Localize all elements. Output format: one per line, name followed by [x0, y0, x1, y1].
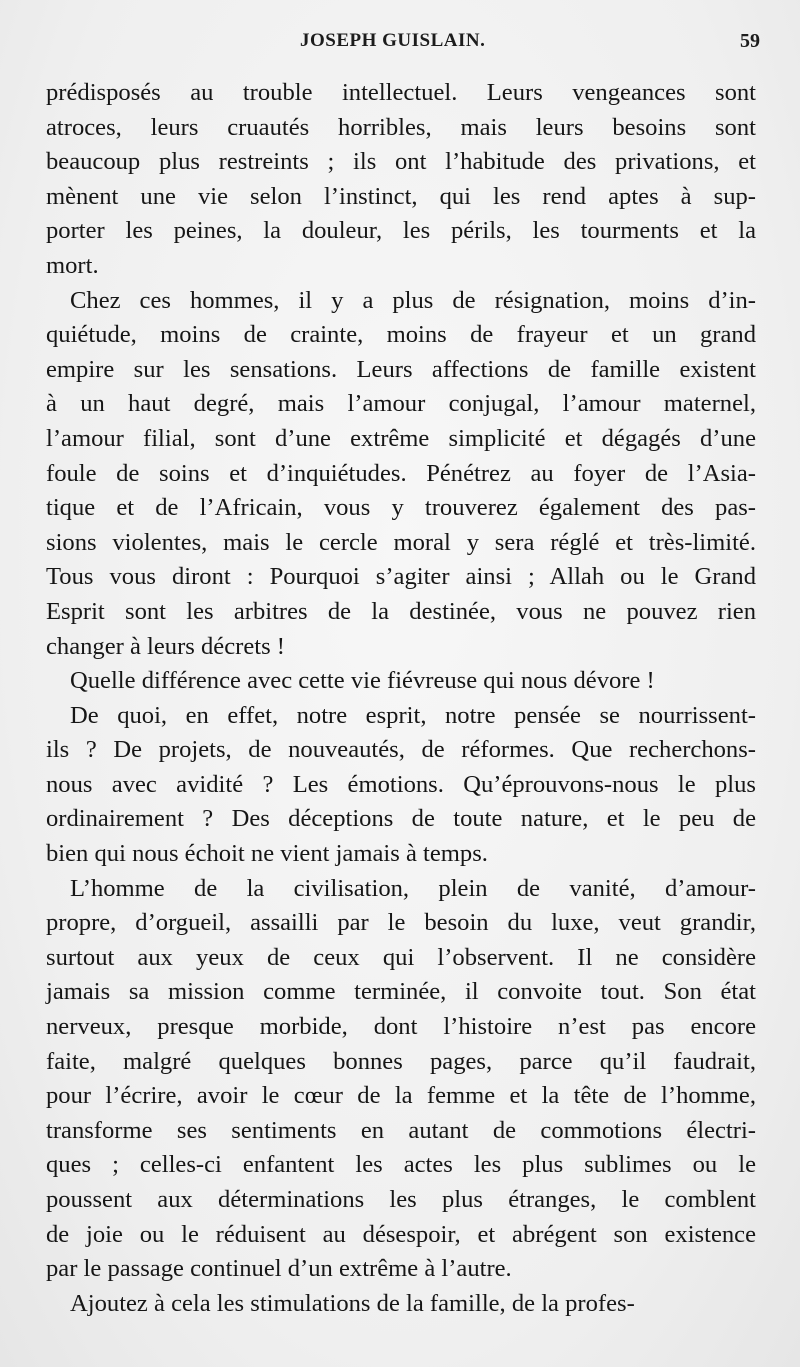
- page-header: [0, 30, 800, 60]
- text-line: surtout aux yeux de ceux qui l’observent. Il ne considère: [46, 943, 756, 971]
- body-text: [46, 76, 756, 1321]
- paragraph: [46, 1287, 756, 1322]
- paragraph: [46, 284, 756, 665]
- text-line: atroces, leurs cruautés horribles, mais leurs besoins sont: [46, 113, 756, 141]
- text-line: porter les peines, la douleur, les périls, les tourments et la: [46, 217, 756, 245]
- text-line: transforme ses sentiments en autant de commotions électri-: [46, 1116, 756, 1144]
- paragraph: [46, 76, 756, 284]
- text-line: bien qui nous échoit ne vient jamais à temps.: [46, 840, 488, 868]
- page-number: 59: [740, 30, 760, 52]
- text-line: à un haut degré, mais l’amour conjugal, l’amour maternel,: [46, 390, 756, 418]
- paragraph: [46, 664, 756, 699]
- text-line: propre, d’orgueil, assailli par le besoin du luxe, veut grandir,: [46, 909, 756, 937]
- text-line: prédisposés au trouble intellectuel. Leurs vengeances sont: [46, 79, 756, 106]
- text-line: quiétude, moins de crainte, moins de frayeur et un grand: [46, 321, 756, 349]
- text-line: foule de soins et d’inquiétudes. Pénétrez au foyer de l’Asia-: [46, 459, 756, 487]
- text-line: Esprit sont les arbitres de la destinée, vous ne pouvez rien: [46, 597, 756, 625]
- text-line: pour l’écrire, avoir le cœur de la femme et la tête de l’homme,: [46, 1082, 756, 1110]
- text-line: sions violentes, mais le cercle moral y sera réglé et très-limité.: [46, 528, 756, 556]
- text-line: Ajoutez à cela les stimulations de la famille, de la profes-: [70, 1289, 635, 1317]
- text-line: ordinairement ? Des déceptions de toute nature, et le peu de: [46, 805, 756, 833]
- text-line: L’homme de la civilisation, plein de vanité, d’amour-: [70, 874, 756, 902]
- text-line: mènent une vie selon l’instinct, qui les rend aptes à sup-: [46, 182, 756, 210]
- text-line: nerveux, presque morbide, dont l’histoire n’est pas encore: [46, 1013, 756, 1041]
- text-line: tique et de l’Africain, vous y trouverez également des pas-: [46, 494, 756, 522]
- text-line: Tous vous diront : Pourquoi s’agiter ainsi ; Allah ou le Grand: [46, 563, 756, 591]
- text-line: empire sur les sensations. Leurs affections de famille existent: [46, 355, 756, 383]
- text-line: jamais sa mission comme terminée, il convoite tout. Son état: [46, 978, 756, 1006]
- paragraph: [46, 872, 756, 1287]
- text-line: De quoi, en effet, notre esprit, notre pensée se nourrissent-: [70, 701, 756, 729]
- text-line: Quelle différence avec cette vie fiévreuse qui nous dévore !: [70, 667, 655, 695]
- text-line: ques ; celles-ci enfantent les actes les plus sublimes ou le: [46, 1151, 756, 1179]
- text-line: beaucoup plus restreints ; ils ont l’habitude des privations, et: [46, 148, 756, 176]
- text-line: mort.: [46, 251, 99, 279]
- text-line: faite, malgré quelques bonnes pages, parce qu’il faudrait,: [46, 1047, 756, 1075]
- text-line: Chez ces hommes, il y a plus de résignation, moins d’in-: [70, 286, 756, 314]
- paragraph: [46, 699, 756, 872]
- text-line: poussent aux déterminations les plus étranges, le comblent: [46, 1186, 756, 1213]
- text-line: par le passage continuel d’un extrême à l’autre.: [46, 1255, 512, 1283]
- text-line: de joie ou le réduisent au désespoir, et abrégent son existence: [46, 1220, 756, 1248]
- text-line: nous avec avidité ? Les émotions. Qu’éprouvons-nous le plus: [46, 770, 756, 798]
- text-line: ils ? De projets, de nouveautés, de réformes. Que recherchons-: [46, 736, 756, 764]
- text-line: l’amour filial, sont d’une extrême simplicité et dégagés d’une: [46, 424, 756, 452]
- running-title: JOSEPH GUISLAIN.: [300, 30, 486, 51]
- text-line: changer à leurs décrets !: [46, 632, 285, 660]
